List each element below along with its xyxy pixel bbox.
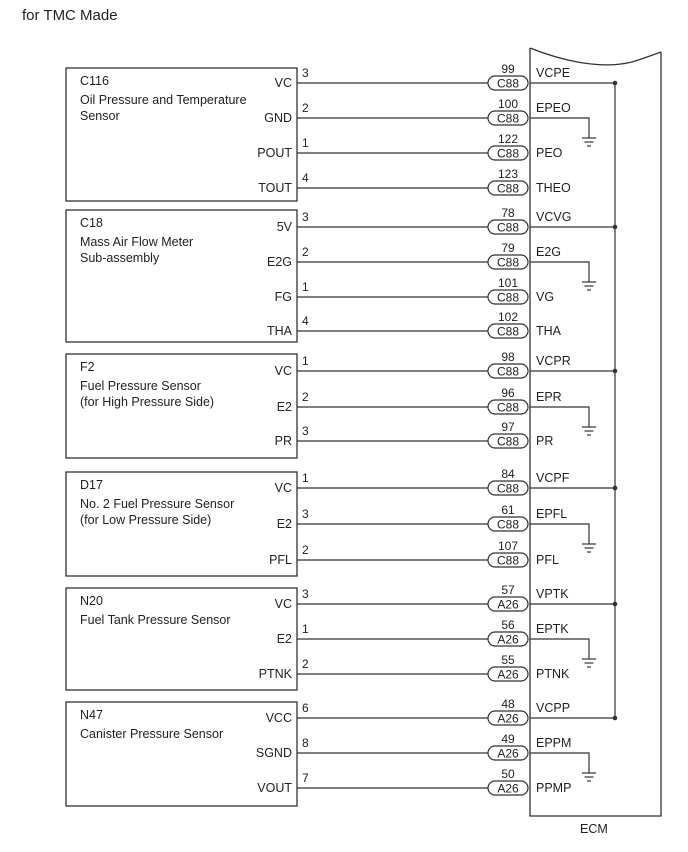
ecm-pin-label: VCPF <box>536 471 570 485</box>
ecm-ground-wire <box>530 753 589 773</box>
connector-label: A26 <box>497 632 519 647</box>
ecm-pin-label: PFL <box>536 553 559 567</box>
ecm-pin-label: EPEO <box>536 101 571 115</box>
wire-terminal-number: 3 <box>302 587 309 601</box>
ecm-pin-number: 97 <box>501 420 515 434</box>
connector-label: C88 <box>496 146 520 161</box>
ecm-ground-wire <box>530 118 589 138</box>
sensor-name-line: (for Low Pressure Side) <box>80 513 212 527</box>
ground-icon <box>582 544 596 552</box>
sensor-pin-label: VOUT <box>257 781 292 795</box>
ecm-pin-number: 50 <box>501 767 515 781</box>
connector-label: C88 <box>496 481 520 496</box>
wire-terminal-number: 2 <box>302 657 309 671</box>
ecm-ground-wire <box>530 524 589 544</box>
wire-terminal-number: 4 <box>302 171 309 185</box>
connector-label: C88 <box>496 290 520 305</box>
sensor-pin-label: VC <box>274 481 292 495</box>
wire-terminal-number: 3 <box>302 66 309 80</box>
ecm-label: ECM <box>580 822 608 836</box>
sensor-pin-label: E2 <box>276 400 292 414</box>
wire-terminal-number: 1 <box>302 136 309 150</box>
ecm-pin-label: VCPP <box>536 701 571 715</box>
ecm-pin-number: 107 <box>497 539 519 553</box>
ecm-pin-number: 102 <box>497 310 519 324</box>
sensor-blocks <box>66 62 617 806</box>
connector-label: C88 <box>496 434 520 449</box>
connector-label: A26 <box>497 597 519 612</box>
sensor-pin-label: GND <box>264 111 292 125</box>
ecm-pin-label: VPTK <box>536 587 569 601</box>
wire-terminal-number: 2 <box>302 390 309 404</box>
sensor-pin-label: VCC <box>265 711 292 725</box>
sensor-n47 <box>66 697 617 806</box>
wire-terminal-number: 6 <box>302 701 309 715</box>
ecm-pin-number: 57 <box>501 583 515 597</box>
connector-label: A26 <box>497 711 519 726</box>
ecm-pin-label: VCVG <box>536 210 572 224</box>
sensor-name-line: Fuel Tank Pressure Sensor <box>80 613 231 627</box>
ecm-pin-number: 123 <box>497 167 519 181</box>
connector-label: C88 <box>496 111 520 126</box>
wire-terminal-number: 1 <box>302 622 309 636</box>
ecm-pin-number: 99 <box>501 62 515 76</box>
ecm-pin-label: THA <box>536 324 561 338</box>
wire-row <box>275 62 618 91</box>
connector-label: A26 <box>497 746 519 761</box>
connector-label: C88 <box>496 220 520 235</box>
ground-icon <box>582 773 596 781</box>
junction-dot <box>613 369 618 374</box>
sensor-pin-label: PTNK <box>258 667 292 681</box>
ecm-pin-label: EPPM <box>536 736 572 750</box>
ecm-pin-label: THEO <box>536 181 571 195</box>
ecm-pin-label: PTNK <box>536 667 570 681</box>
junction-dot <box>613 486 618 491</box>
sensor-n20 <box>66 583 617 690</box>
sensor-code: F2 <box>80 360 95 374</box>
wire-row <box>269 539 559 568</box>
ecm-pin-number: 84 <box>501 467 515 481</box>
sensor-pin-label: 5V <box>276 220 292 234</box>
wire-row <box>277 386 596 435</box>
connector-label: C88 <box>496 517 520 532</box>
sensor-code: D17 <box>80 478 103 492</box>
connector-label: C88 <box>496 324 520 339</box>
sensor-pin-label: E2 <box>276 632 292 646</box>
ecm-pin-number: 61 <box>501 503 515 517</box>
sensor-d17 <box>66 467 617 576</box>
wire-row <box>275 467 618 496</box>
ecm-pin-number: 55 <box>501 653 515 667</box>
wire-row <box>267 310 562 339</box>
sensor-name-line: (for High Pressure Side) <box>80 395 215 409</box>
sensor-pin-label: E2G <box>266 255 292 269</box>
wire-terminal-number: 1 <box>302 471 309 485</box>
wire-row <box>275 583 618 612</box>
connector-label: C88 <box>496 553 520 568</box>
wire-row <box>277 618 596 667</box>
ecm-top-edge <box>530 48 661 65</box>
ecm-pin-number: 98 <box>501 350 515 364</box>
sensor-name-line: Mass Air Flow Meter <box>80 235 194 249</box>
sensor-pin-label: VC <box>274 597 292 611</box>
ecm-pin-number: 56 <box>501 618 515 632</box>
sensor-pin-label: FG <box>274 290 292 304</box>
wire-terminal-number: 2 <box>302 245 309 259</box>
ground-icon <box>582 659 596 667</box>
ecm-ground-wire <box>530 262 589 282</box>
ecm-pin-label: E2G <box>536 245 562 259</box>
sensor-f2 <box>66 350 617 458</box>
sensor-pin-label: SGND <box>255 746 292 760</box>
ecm-pin-label: PEO <box>536 146 563 160</box>
ground-icon <box>582 282 596 290</box>
wire-terminal-number: 2 <box>302 543 309 557</box>
connector-label: C88 <box>496 76 520 91</box>
wire-row <box>267 241 596 290</box>
connector-label: C88 <box>496 364 520 379</box>
ecm-pin-label: VG <box>536 290 555 304</box>
sensor-name-line: Fuel Pressure Sensor <box>80 379 201 393</box>
sensor-c18 <box>66 206 617 342</box>
ecm-pin-label: VCPE <box>536 66 571 80</box>
wire-row <box>259 653 570 682</box>
sensor-pin-label: POUT <box>257 146 292 160</box>
ecm-pin-label: EPR <box>536 390 562 404</box>
ecm-pin-number: 100 <box>497 97 519 111</box>
ecm-ground-wire <box>530 639 589 659</box>
wire-row <box>266 697 618 726</box>
connector-label: C88 <box>496 400 520 415</box>
ecm-pin-label: VCPR <box>536 354 571 368</box>
ground-icon <box>582 138 596 146</box>
sensor-pin-label: VC <box>274 364 292 378</box>
ground-icon <box>582 427 596 435</box>
ecm-pin-label: EPFL <box>536 507 568 521</box>
sensor-name-line: No. 2 Fuel Pressure Sensor <box>80 497 235 511</box>
wire-terminal-number: 3 <box>302 210 309 224</box>
sensor-code: N47 <box>80 708 103 722</box>
sensor-pin-label: E2 <box>276 517 292 531</box>
wire-row <box>257 767 571 796</box>
connector-label: C88 <box>496 181 520 196</box>
wire-terminal-number: 3 <box>302 424 309 438</box>
wire-terminal-number: 1 <box>302 280 309 294</box>
page-header: for TMC Made <box>22 7 118 24</box>
ecm-pin-number: 48 <box>501 697 515 711</box>
ecm-pin-number: 78 <box>501 206 515 220</box>
junction-dot <box>613 602 618 607</box>
wire-terminal-number: 3 <box>302 507 309 521</box>
ecm-pin-number: 79 <box>501 241 515 255</box>
wire-row <box>258 167 571 196</box>
wire-terminal-number: 2 <box>302 101 309 115</box>
wire-terminal-number: 7 <box>302 771 309 785</box>
ecm-pin-number: 122 <box>497 132 519 146</box>
connector-label: C88 <box>496 255 520 270</box>
ecm-ground-wire <box>530 407 589 427</box>
sensor-c116 <box>66 62 617 201</box>
ecm-pin-label: PPMP <box>536 781 572 795</box>
wire-row <box>275 350 618 379</box>
sensor-name-line: Sub-assembly <box>80 251 160 265</box>
wire-terminal-number: 4 <box>302 314 309 328</box>
sensor-pin-label: THA <box>267 324 292 338</box>
ecm-pin-label: EPTK <box>536 622 569 636</box>
sensor-name-line: Canister Pressure Sensor <box>80 727 224 741</box>
sensor-pin-label: TOUT <box>258 181 292 195</box>
wire-row <box>275 420 554 449</box>
sensor-name-line: Oil Pressure and Temperature <box>80 93 247 107</box>
sensor-pin-label: VC <box>274 76 292 90</box>
wire-row <box>257 132 562 161</box>
sensor-code: C18 <box>80 216 103 230</box>
sensor-pin-label: PR <box>274 434 292 448</box>
junction-dot <box>613 225 618 230</box>
wire-row <box>277 206 618 235</box>
ecm-pin-number: 96 <box>501 386 515 400</box>
wire-terminal-number: 1 <box>302 354 309 368</box>
sensor-name-line: Sensor <box>80 109 120 123</box>
wire-row <box>275 276 554 305</box>
ecm-pin-label: PR <box>536 434 554 448</box>
junction-dot <box>613 716 618 721</box>
sensor-code: C116 <box>80 74 109 88</box>
wire-terminal-number: 8 <box>302 736 309 750</box>
junction-dot <box>613 81 618 86</box>
ecm-pin-number: 101 <box>497 276 519 290</box>
ecm-pin-number: 49 <box>501 732 515 746</box>
wire-row <box>264 97 596 146</box>
sensor-code: N20 <box>80 594 103 608</box>
sensor-pin-label: PFL <box>269 553 292 567</box>
wire-row <box>277 503 596 552</box>
connector-label: A26 <box>497 781 519 796</box>
connector-label: A26 <box>497 667 519 682</box>
